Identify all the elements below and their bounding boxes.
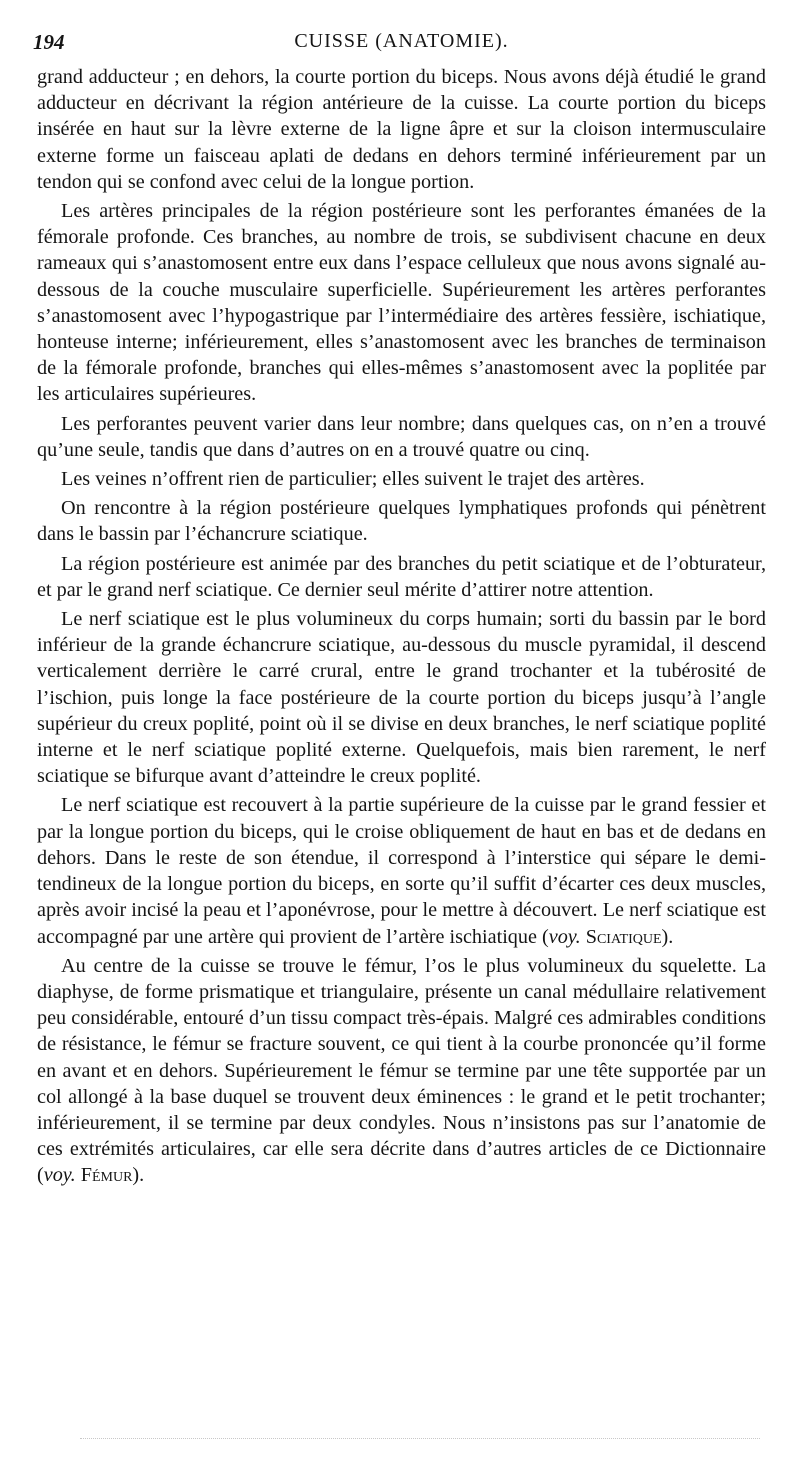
cross-reference-term: Sciatique (585, 925, 662, 948)
paragraph: Les perforantes peuvent varier dans leur nombre; dans quelques cas, on n’en a trouvé qu’une seule, tandis que dans d’autres on en a trouvé quatre ou cinq. (37, 412, 766, 461)
paragraph-text: Le nerf sciatique est recouvert à la partie supérieure de la cuisse par le grand fessier et par la longue portion du biceps, qui le croise obliquement de haut en bas et de dedans en dehors. Dans le reste de son étendue, il correspond à l’interstice qui sépare le demi-tendineux de la longue portion du biceps, en sorte qu’il suffit d’écarter ces deux muscles, après avoir incisé la peau et l’aponévrose, pour le mettre à découvert. Le nerf sciatique est accompagné par une artère qui provient de l’artère ischiatique ( (37, 794, 766, 948)
paragraph: On rencontre à la région postérieure quelques lymphatiques profonds qui pénètrent dans le bassin par l’échancrure sciatique. (37, 497, 766, 546)
article-body (37, 64, 766, 1192)
page-header (33, 30, 770, 58)
cross-reference-voy: voy. (548, 925, 581, 948)
paragraph: La région postérieure est animée par des branches du petit sciatique et de l’obturateur, et par le grand nerf sciatique. Ce dernier seul mérite d’attirer notre attention. (37, 552, 766, 601)
paragraph: grand adducteur ; en dehors, la courte portion du biceps. Nous avons déjà étudié le grand adducteur en décrivant la région antérieure de la cuisse. La courte portion du biceps insérée en haut sur la lèvre externe de la ligne âpre et sur la cloison intermusculaire externe forme un faisceau aplati de dedans en dehors terminé inférieurement par un tendon qui se confond avec celui de la longue portion. (37, 66, 766, 193)
cross-reference-term: Fémur (80, 1164, 133, 1187)
paragraph-text: Au centre de la cuisse se trouve le fémur, l’os le plus volumineux du squelette. La diaphyse, de forme prismatique et triangulaire, présente un canal médullaire relativement peu considérable, entouré d’un tissu compact très-épais. Malgré ces admirables conditions de résistance, le fémur se fracture souvent, ce qui tient à la courbe prononcée qu’il forme en avant et en dehors. Supérieurement le fémur se termine par une tête supportée par un col allongé à la base duquel se trouvent deux éminences : le grand et le petit trochanter; inférieurement, il se termine par deux condyles. Nous n’insistons pas sur l’anatomie de ces extrémités articulaires, car elle sera décrite dans d’autres articles de ce Dictionnaire ( (37, 954, 766, 1187)
paragraph (37, 792, 766, 949)
paragraph-text-end: ). (661, 925, 674, 948)
scan-noise-line (80, 1438, 760, 1441)
paragraph: Les artères principales de la région postérieure sont les perforantes émanées de la fémorale profonde. Ces branches, au nombre de trois, se subdivisent chacune en deux rameaux qui s’anastomosent entre eux dans l’espace celluleux que nous avons signalé au-dessous de la couche musculaire superficielle. Supérieurement les artères perforantes s’anastomosent avec l’hypogastrique par l’intermédiaire des artères fessière, ischiatique, honteuse interne; inférieurement, elles s’anastomosent avec les branches de terminaison de la fémorale profonde, branches qui elles-mêmes s’anastomosent avec la poplitée par les articulaires supérieures. (37, 200, 766, 406)
page-number: 194 (33, 30, 65, 54)
running-title: CUISSE (ANATOMIE). (294, 30, 509, 52)
paragraph: Le nerf sciatique est le plus volumineux du corps humain; sorti du bassin par le bord inférieur de la grande échancrure sciatique, au-dessous du muscle pyramidal, il descend verticalement derrière le carré crural, entre le grand trochanter et la tubérosité de l’ischion, puis longe la face postérieure de la courte portion du biceps jusqu’à l’angle supérieur du creux poplité, point où il se divise en deux branches, le nerf sciatique poplité interne et le nerf sciatique poplité externe. Quelquefois, mais bien rarement, le nerf sciatique se bifurque avant d’atteindre le creux poplité. (37, 608, 766, 788)
paragraph (37, 953, 766, 1189)
paragraph-text-end: ). (132, 1164, 145, 1187)
cross-reference-voy: voy. (43, 1164, 76, 1187)
paragraph: Les veines n’offrent rien de particulier; elles suivent le trajet des artères. (61, 468, 645, 491)
